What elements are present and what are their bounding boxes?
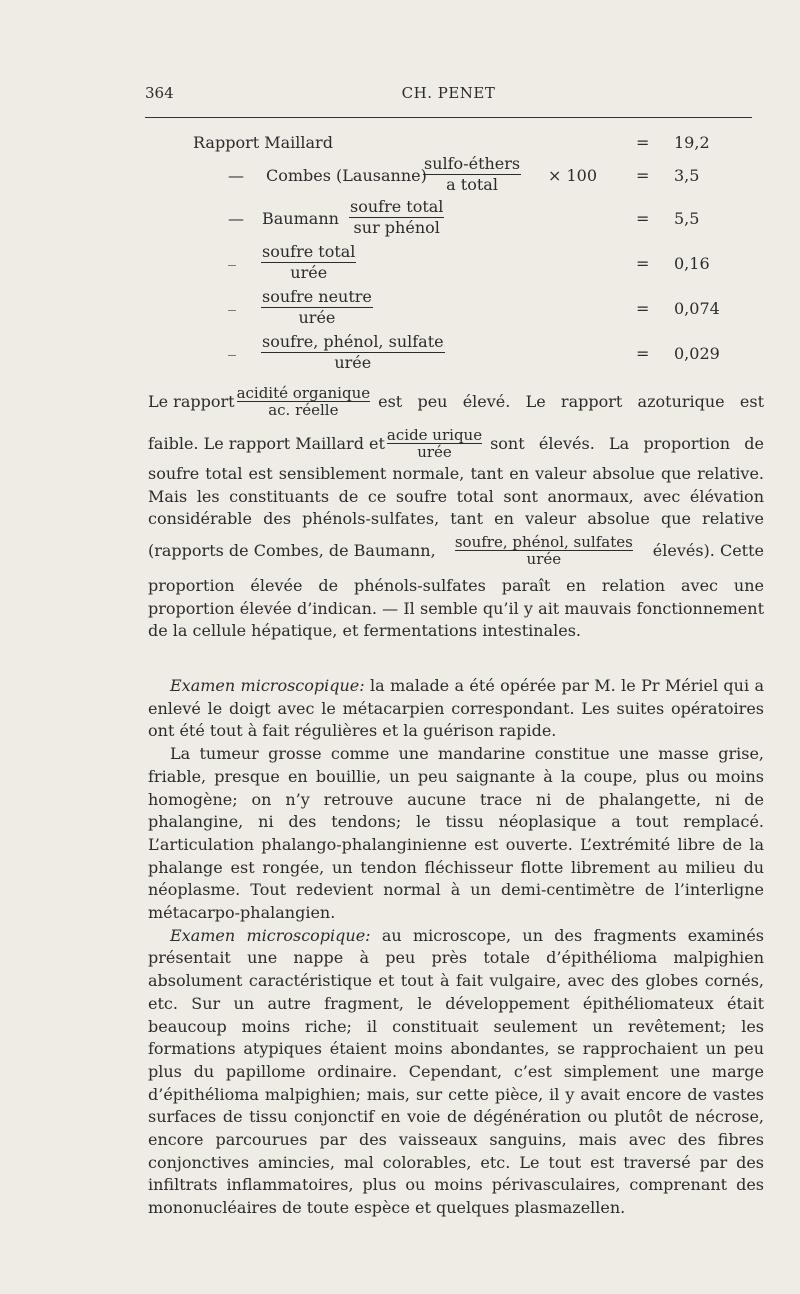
paragraph (148, 575, 764, 643)
ratio-value: 5,5 (674, 209, 700, 228)
ratio-value: 3,5 (674, 166, 700, 185)
inline-fraction: $\frac{\text{soufre, phénol, sulfates}}{\text{urée}}$ (454, 532, 633, 568)
section-lead: Examen microscopique: (170, 925, 371, 945)
paragraph (148, 675, 764, 1220)
text-line: Le rapport $\frac{\text{acidité organique}}{\text{ac. réelle}}$ est peu élevé. Le rapport azoturique est (148, 383, 764, 419)
ratio-result: = 19,2 (636, 133, 710, 152)
ratio-fraction: soufre total sur phénol (350, 197, 444, 237)
paragraph (148, 463, 764, 531)
running-head: CH. PENET (401, 84, 496, 102)
ratio-label: Combes (Lausanne) (266, 166, 427, 185)
ratio-result: = 0,029 (636, 344, 720, 363)
paragraph-text: La tumeur grosse comme une mandarine constitue une masse grise, friable, presque en bouillie, un peu saignante à la coupe, plus ou moins homogène; on n’y retrouve aucune trace ni de phalangette, ni de phalangine, ni des tendons; le tissu néoplasique a tout remplacé. L’articulation phalango-phalanginienne est ouverte. L’extrémité libre de la phalange est rongée, un tendon fléchisseur flotte librement au milieu du néoplasme. Tout redevient normal à un demi-centimètre de l’interligne métacarpo-phalangien. (148, 744, 764, 923)
ratio-dash: _ (228, 337, 236, 356)
ratio-row (0, 243, 800, 287)
ratio-label: Rapport Maillard (193, 133, 333, 152)
ratio-dash: _ (228, 292, 236, 311)
ratio-value: 0,074 (674, 299, 720, 318)
paragraph-text: soufre total est sensiblement normale, tant en valeur absolue que relative. Mais les constituants de ce soufre total sont anormaux, avec élévation considérable des phénols-sulfates, tant en valeur absolue que relative (148, 464, 764, 529)
ratio-row (0, 333, 800, 377)
inline-fraction: $\frac{\text{acidité organique}}{\text{ac. réelle}}$ (236, 383, 371, 419)
ratio-fraction: sulfo-éthers a total (424, 154, 521, 194)
ratio-row (0, 155, 800, 199)
ratio-row (0, 288, 800, 332)
ratio-result: = 0,16 (636, 254, 710, 273)
ratio-value: 19,2 (674, 133, 710, 152)
paragraph-text: Examen microscopique: la malade a été opérée par M. le Pr Mériel qui a enlevé le doigt avec le métacarpien correspondant. Les suites opératoires ont été tout à fait régulières et la guérison rapide. (148, 676, 765, 741)
ratio-result: = 5,5 (636, 209, 700, 228)
ratio-fraction: soufre, phénol, sulfate urée (262, 332, 444, 372)
paragraph-text: proportion élevée de phénols-sulfates paraît en relation avec une proportion élevée d’indican. — Il semble qu’il y ait mauvais fonctionnement de la cellule hépatique, et fermentations intestinales. (148, 576, 764, 641)
ratio-result: = 3,5 (636, 166, 700, 185)
ratio-fraction: soufre total urée (262, 242, 356, 282)
text-line: (rapports de Combes, de Baumann, $\frac{\text{soufre, phénol, sulfates}}{\text{urée}}$ élevés). Cette (148, 532, 764, 568)
section-lead: Examen microscopique: (170, 676, 365, 695)
ratio-value: 0,16 (674, 254, 710, 273)
ratio-result: = 0,074 (636, 299, 720, 318)
ratio-label: Baumann (262, 209, 339, 228)
ratio-dash: _ (228, 247, 236, 266)
page-number: 364 (145, 84, 174, 102)
ratio-multiplier: × 100 (548, 166, 598, 185)
ratio-fraction: soufre neutre urée (262, 287, 372, 327)
header-rule (145, 117, 752, 118)
ratio-dash: — (228, 166, 244, 185)
paragraph-text: Examen microscopique: au microscope, un des fragments examinés présentait une nappe à peu près totale d’épithélioma malpighien absolument caractéristique et tout à fait vulgaire, avec des globes cornés, etc. Sur un autre fragment, le développement épithéliomateux était beaucoup moins riche; il constituait seulement un revêtement; les formations atypiques étaient moins abondantes, se rapprochaient un peu plus du papillome ordinaire. Cependant, c’est simplement une marge d’épithélioma malpighien; mais, sur cette pièce, il y avait encore de vastes surfaces de tissu conjonctif en voie de dégénération ou plutôt de nécrose, encore parcourues par des vaisseaux sanguins, mais avec des fibres conjonctives amincies, mal colorables, etc. Le tout est traversé par des infiltrats inflammatoires, plus ou moins périvasculaires, comprenant des mononucléaires de toute espèce et quelques plasmazellen. (148, 925, 765, 1218)
ratio-value: 0,029 (674, 344, 720, 363)
ratio-dash: — (228, 209, 244, 228)
page-header (145, 84, 752, 106)
ratio-row (0, 198, 800, 242)
inline-fraction: $\frac{\text{acide urique}}{\text{urée}}$ (386, 425, 483, 461)
text-line: faible. Le rapport Maillard et $\frac{\text{acide urique}}{\text{urée}}$ sont élevés. La proportion de (148, 425, 764, 461)
